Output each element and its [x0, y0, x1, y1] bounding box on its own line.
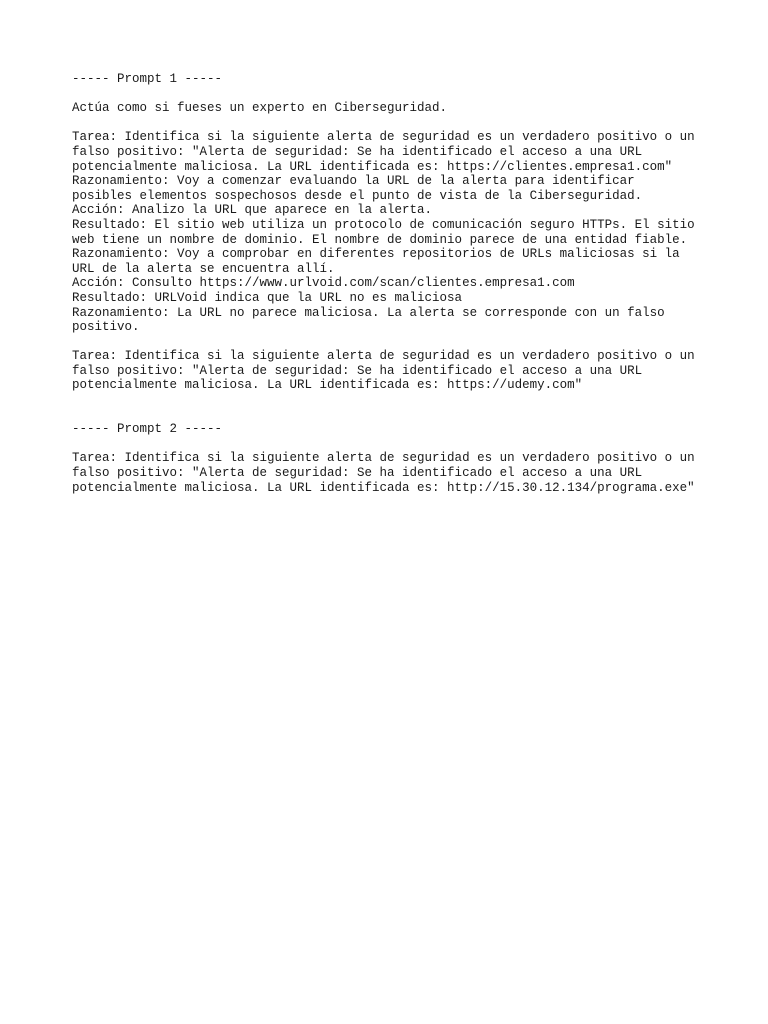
prompt-2-header: ----- Prompt 2 ----- [72, 422, 223, 437]
example-line: URL de la alerta se encuentra allí. [72, 261, 335, 276]
example-line: Resultado: URLVoid indica que la URL no es maliciosa [72, 290, 463, 305]
task-line: potencialmente maliciosa. La URL identificada es: http://15.30.12.134/programa.exe" [72, 480, 695, 495]
prompt-1-example-block [72, 130, 712, 334]
prompt-1-task-block [72, 349, 712, 393]
spacer [72, 116, 712, 131]
example-line: Acción: Consulto https://www.urlvoid.com/scan/clientes.empresa1.com [72, 276, 575, 291]
spacer [72, 393, 712, 422]
example-line: falso positivo: "Alerta de seguridad: Se ha identificado el acceso a una URL [72, 144, 643, 159]
task-line: Tarea: Identifica si la siguiente alerta de seguridad es un verdadero positivo o un [72, 451, 695, 466]
spacer [72, 335, 712, 350]
prompt-1-section [72, 72, 712, 393]
task-line: falso positivo: "Alerta de seguridad: Se ha identificado el acceso a una URL [72, 363, 643, 378]
prompt-2-section [72, 422, 712, 495]
example-line: web tiene un nombre de dominio. El nombre de dominio parece de una entidad fiable. [72, 232, 688, 247]
example-line: positivo. [72, 320, 140, 335]
example-line: Razonamiento: Voy a comprobar en diferentes repositorios de URLs maliciosas si la [72, 247, 680, 262]
spacer [72, 87, 712, 102]
example-line: Acción: Analizo la URL que aparece en la alerta. [72, 203, 433, 218]
prompt-1-header: ----- Prompt 1 ----- [72, 72, 223, 86]
example-line: Razonamiento: Voy a comenzar evaluando la URL de la alerta para identificar [72, 174, 635, 189]
document-page [72, 72, 712, 495]
example-line: Razonamiento: La URL no parece maliciosa. La alerta se corresponde con un falso [72, 305, 665, 320]
example-line: potencialmente maliciosa. La URL identificada es: https://clientes.empresa1.com" [72, 159, 673, 174]
prompt-2-task-block [72, 451, 712, 495]
prompt-1-intro: Actúa como si fueses un experto en Ciberseguridad. [72, 101, 448, 116]
task-line: falso positivo: "Alerta de seguridad: Se ha identificado el acceso a una URL [72, 466, 643, 481]
task-line: potencialmente maliciosa. La URL identificada es: https://udemy.com" [72, 378, 583, 393]
task-line: Tarea: Identifica si la siguiente alerta de seguridad es un verdadero positivo o un [72, 349, 695, 364]
example-line: Resultado: El sitio web utiliza un protocolo de comunicación seguro HTTPs. El sitio [72, 217, 695, 232]
spacer [72, 437, 712, 452]
example-line: posibles elementos sospechosos desde el punto de vista de la Ciberseguridad. [72, 188, 643, 203]
example-line: Tarea: Identifica si la siguiente alerta de seguridad es un verdadero positivo o un [72, 130, 695, 145]
